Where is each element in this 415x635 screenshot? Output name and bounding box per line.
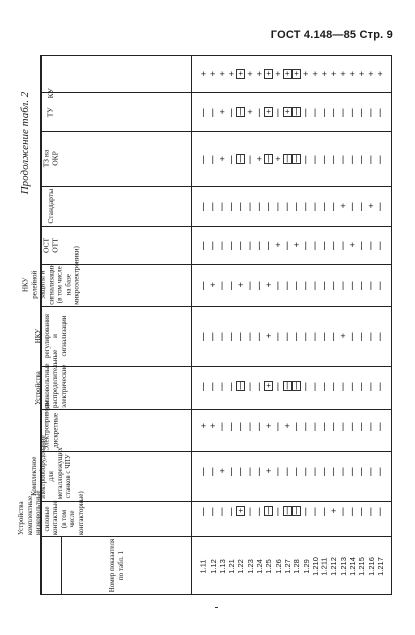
grid-cell: | (292, 107, 301, 117)
grid-cell: | (230, 381, 233, 391)
grid-cell: | (230, 154, 233, 164)
grid-cell: | (313, 331, 317, 341)
row-number: 1.12 (208, 558, 218, 574)
grid-cell: | (323, 280, 326, 290)
grid-cell: | (295, 331, 298, 341)
grid-cell: | (202, 331, 205, 341)
grid-cell: | (283, 154, 292, 164)
grid-cell: | (286, 280, 289, 290)
row-number: 1.29 (301, 558, 311, 574)
grid-cell: | (248, 280, 252, 290)
grid-cell: | (211, 240, 214, 250)
row-number: 1.211 (319, 556, 329, 576)
grid-cell: + (340, 331, 346, 341)
grid-cell: | (304, 240, 307, 250)
grid-cell: + (331, 506, 337, 516)
grid-cell: + (264, 381, 273, 391)
row-number: 1.212 (329, 556, 339, 576)
grid-cell: | (341, 107, 345, 117)
grid-cell: | (258, 466, 261, 476)
grid-cell: | (258, 381, 261, 391)
grid-cell: | (332, 107, 335, 117)
grid-cell: | (202, 466, 205, 476)
grid-cell: | (360, 421, 363, 431)
grid-cell: | (211, 381, 214, 391)
grid-cell: | (360, 240, 363, 250)
grid-cell: | (323, 201, 326, 211)
grid-cell: | (230, 107, 233, 117)
grid-cell: | (360, 280, 363, 290)
grid-cell: | (313, 107, 317, 117)
grid-cell: | (304, 280, 307, 290)
grid-cell: | (248, 201, 252, 211)
grid-cell: | (360, 466, 363, 476)
grid-cell: | (258, 107, 261, 117)
grid-cell: + (264, 69, 273, 79)
grid-cell: + (312, 69, 318, 79)
grid-cell: | (258, 331, 261, 341)
grid-cell: + (377, 69, 383, 79)
grid-cell: + (358, 69, 365, 79)
grid-cell: + (219, 154, 225, 164)
grid-cell: | (304, 381, 307, 391)
grid-cell: + (228, 69, 235, 79)
row-number: 1.215 (357, 556, 367, 576)
grid-cell: | (360, 154, 363, 164)
grid-cell: + (200, 421, 207, 431)
grid-cell: + (219, 69, 225, 79)
col-ost-header: ОСТ ОТТ (41, 237, 59, 253)
row-number: 1.23 (245, 558, 255, 574)
col-g2-header: Устройства низковольтные распределительные электрические (34, 349, 68, 408)
grid-cell: + (210, 69, 216, 79)
grid-cell: | (258, 506, 261, 516)
grid-cell: | (332, 280, 335, 290)
grid-cell: + (247, 107, 253, 117)
grid-cell: + (321, 69, 328, 79)
grid-cell: | (276, 466, 280, 476)
grid-cell: | (379, 421, 382, 431)
grid-cell: + (247, 69, 253, 79)
grid-cell: | (304, 466, 307, 476)
grid-cell: | (211, 107, 214, 117)
grid-cell: | (295, 421, 298, 431)
grid-cell: | (239, 466, 242, 476)
col-g3c2-header: НКУ релейной защиты и сигнализации (в том числе на базе микроэлектроники) (21, 246, 81, 305)
grid-cell: | (230, 280, 233, 290)
grid-cell: | (341, 421, 345, 431)
grid-cell: | (351, 107, 354, 117)
row-number: 1.27 (282, 558, 292, 574)
grid-cell: + (284, 421, 290, 431)
row-number: 1.217 (375, 556, 385, 576)
grid-cell: | (360, 201, 363, 211)
grid-cell: | (351, 466, 354, 476)
grid-cell: + (219, 466, 225, 476)
grid-cell: | (323, 506, 326, 516)
grid-cell: | (369, 421, 373, 431)
grid-cell: | (211, 466, 214, 476)
grid-cell: | (276, 280, 280, 290)
grid-cell: + (293, 240, 300, 250)
row-number: 1.22 (236, 558, 246, 574)
grid-cell: | (286, 240, 289, 250)
grid-cell: | (369, 240, 373, 250)
grid-cell: | (230, 506, 233, 516)
row-number: 1.210 (310, 556, 320, 576)
grid-cell: | (332, 331, 335, 341)
grid-cell: | (267, 240, 270, 250)
grid-cell: | (379, 107, 382, 117)
grid-cell: | (230, 201, 233, 211)
grid-cell: + (256, 69, 262, 79)
grid-cell: | (248, 466, 252, 476)
grid-cell: | (313, 466, 317, 476)
grid-cell: | (369, 331, 373, 341)
grid-cell: | (248, 421, 252, 431)
row-number: 1.26 (273, 558, 283, 574)
grid-cell: + (275, 240, 281, 250)
grid-cell: | (369, 381, 373, 391)
grid-cell: | (295, 201, 298, 211)
grid-cell: | (286, 466, 289, 476)
grid-cell: | (332, 201, 335, 211)
grid-cell: | (341, 381, 345, 391)
table-continuation-caption: Продолжение табл. 2 (19, 91, 31, 195)
grid-cell: | (351, 381, 354, 391)
grid-cell: | (332, 240, 335, 250)
grid-cell: | (230, 331, 233, 341)
grid-cell: | (236, 107, 245, 117)
grid-cell: | (239, 240, 242, 250)
grid-cell: | (276, 107, 280, 117)
grid-cell: + (210, 280, 216, 290)
grid-cell: | (351, 154, 354, 164)
grid-cell: | (341, 466, 345, 476)
grid-cell: | (332, 154, 335, 164)
row-number: 1.214 (347, 556, 357, 576)
grid-cell: | (211, 331, 214, 341)
grid-cell: + (265, 280, 272, 290)
grid-cell: + (275, 69, 281, 79)
row-number: 1.213 (338, 556, 348, 576)
grid-cell: | (379, 331, 382, 341)
grid-cell: + (340, 201, 346, 211)
grid-cell: | (323, 381, 326, 391)
grid-cell: | (369, 466, 373, 476)
grid-cell: | (248, 240, 252, 250)
row-number: 1.11 (199, 558, 209, 574)
grid-cell: | (323, 421, 326, 431)
grid-cell: | (276, 331, 280, 341)
grid-cell: | (323, 466, 326, 476)
grid-cell: | (202, 381, 205, 391)
grid-cell: | (379, 280, 382, 290)
grid-cell: | (248, 331, 252, 341)
grid-cell: + (219, 107, 225, 117)
grid-cell: | (202, 107, 205, 117)
row-number: 1.25 (264, 558, 274, 574)
grid-cell: | (369, 280, 373, 290)
grid-cell: | (379, 506, 382, 516)
grid-cell: + (238, 280, 244, 290)
grid-cell: | (276, 381, 280, 391)
grid-cell: | (313, 280, 317, 290)
grid-cell: | (304, 107, 307, 117)
grid-cell: | (360, 506, 363, 516)
grid-cell: | (239, 421, 242, 431)
grid-cell: | (369, 154, 373, 164)
col-tz-header: ТЗ на ОКР (41, 149, 59, 168)
row-number: 1.13 (217, 558, 227, 574)
col-rownum-header: Номер показателя по табл. 1 (107, 538, 124, 592)
grid-cell: | (220, 240, 224, 250)
grid-cell: + (200, 69, 207, 79)
grid-cell: + (349, 240, 355, 250)
grid-cell: | (332, 381, 335, 391)
grid-cell: | (379, 466, 382, 476)
grid-cell: + (368, 69, 374, 79)
grid-cell: | (286, 331, 289, 341)
grid-cell: | (351, 421, 354, 431)
row-number: 1.28 (292, 558, 302, 574)
grid-cell: | (341, 280, 345, 290)
grid-cell: | (239, 201, 242, 211)
grid-cell: | (323, 154, 326, 164)
col-standards-header: Стандарты (45, 188, 55, 224)
grid-cell: | (276, 421, 280, 431)
grid-cell: | (202, 154, 205, 164)
grid-cell: | (341, 240, 345, 250)
grid-cell: | (379, 381, 382, 391)
grid-cell: | (369, 107, 373, 117)
grid-cell: | (230, 240, 233, 250)
grid-cell: | (230, 466, 233, 476)
grid-cell: + (236, 69, 245, 79)
grid-cell: | (211, 154, 214, 164)
grid-cell: | (351, 280, 354, 290)
grid-cell: | (258, 421, 261, 431)
grid-cell: + (256, 154, 262, 164)
grid-cell: | (360, 331, 363, 341)
grid-cell: + (340, 69, 346, 79)
grid-cell: | (211, 201, 214, 211)
grid-cell: + (283, 69, 292, 79)
col-g1c4-header: Комплектное электрооборудование для металлорежущих станков с ЧПУ (29, 435, 72, 499)
grid-cell: + (368, 201, 374, 211)
grid-cell: | (323, 331, 326, 341)
col-g3c1-header: НКУ регулирования и сигнализации (34, 314, 68, 358)
grid-cell: | (332, 466, 335, 476)
grid-cell: | (283, 381, 292, 391)
grid-cell: | (220, 331, 224, 341)
row-number: 1.216 (366, 556, 376, 576)
grid-cell: | (304, 331, 307, 341)
grid-cell: | (264, 506, 273, 516)
grid-cell: | (313, 506, 317, 516)
grid-cell: | (276, 506, 280, 516)
grid-cell: + (331, 69, 337, 79)
grid-cell: | (239, 331, 242, 341)
row-number: 1.24 (254, 558, 264, 574)
grid-cell: | (236, 381, 245, 391)
grid-cell: | (220, 201, 224, 211)
footer-dash (215, 607, 218, 608)
grid-cell: + (265, 421, 272, 431)
grid-cell: | (264, 154, 273, 164)
grid-cell: | (276, 201, 280, 211)
grid-cell: | (292, 506, 301, 516)
col-ku-header: КУ (45, 88, 55, 99)
grid-cell: | (360, 107, 363, 117)
grid-cell: | (267, 201, 270, 211)
grid-cell: | (313, 154, 317, 164)
grid-cell: + (265, 331, 272, 341)
grid-cell: | (295, 466, 298, 476)
grid-cell: | (304, 201, 307, 211)
grid-cell: + (292, 69, 301, 79)
grid-cell: + (275, 154, 281, 164)
col-g1c5-header: Электроприводы дискретные (42, 399, 59, 450)
grid-cell: | (286, 201, 289, 211)
grid-cell: + (283, 107, 292, 117)
col-g1c1-header: Устройства комплектные низковольтные силовые контактные (в том числе контакторные) (17, 489, 85, 535)
grid-cell: | (379, 240, 382, 250)
grid-cell: | (304, 506, 307, 516)
grid-cell: | (248, 506, 252, 516)
grid-cell: + (265, 466, 272, 476)
grid-cell: + (210, 421, 216, 431)
grid-cell: | (323, 107, 326, 117)
grid-cell: | (323, 240, 326, 250)
grid-cell: | (202, 506, 205, 516)
grid-cell: | (369, 506, 373, 516)
grid-cell: | (236, 154, 245, 164)
grid-cell: | (220, 381, 224, 391)
grid-cell: | (351, 331, 354, 341)
col-tu-header: ТУ (45, 107, 55, 117)
grid-cell: | (379, 201, 382, 211)
grid-cell: | (283, 506, 292, 516)
grid-cell: + (236, 506, 245, 516)
grid-cell: | (351, 201, 354, 211)
grid-cell: | (304, 421, 307, 431)
grid-cell: | (202, 280, 205, 290)
grid-cell: + (303, 69, 309, 79)
grid-cell: | (292, 381, 301, 391)
grid-cell: | (202, 201, 205, 211)
grid-cell: | (360, 381, 363, 391)
page-header: ГОСТ 4.148—85 Стр. 9 (270, 29, 393, 41)
grid-cell: | (258, 240, 261, 250)
grid-cell: | (313, 381, 317, 391)
grid-cell: | (220, 506, 224, 516)
grid-cell: | (341, 506, 345, 516)
grid-cell: | (248, 154, 252, 164)
grid-cell: | (220, 421, 224, 431)
grid-cell: | (332, 421, 335, 431)
grid-cell: + (349, 69, 355, 79)
grid-cell: | (313, 240, 317, 250)
grid-cell: | (292, 154, 301, 164)
grid-cell: | (248, 381, 252, 391)
grid-cell: | (258, 201, 261, 211)
grid-cell: | (295, 280, 298, 290)
grid-cell: | (304, 154, 307, 164)
row-number: 1.21 (226, 558, 236, 574)
grid-cell: | (379, 154, 382, 164)
grid-cell: | (230, 421, 233, 431)
grid-cell: + (264, 107, 273, 117)
grid-cell: | (258, 280, 261, 290)
grid-cell: | (220, 280, 224, 290)
grid-cell: | (351, 506, 354, 516)
grid-cell: | (313, 201, 317, 211)
grid-cell: | (313, 421, 317, 431)
grid-cell: | (202, 240, 205, 250)
grid-cell: | (341, 154, 345, 164)
grid-cell: | (211, 506, 214, 516)
